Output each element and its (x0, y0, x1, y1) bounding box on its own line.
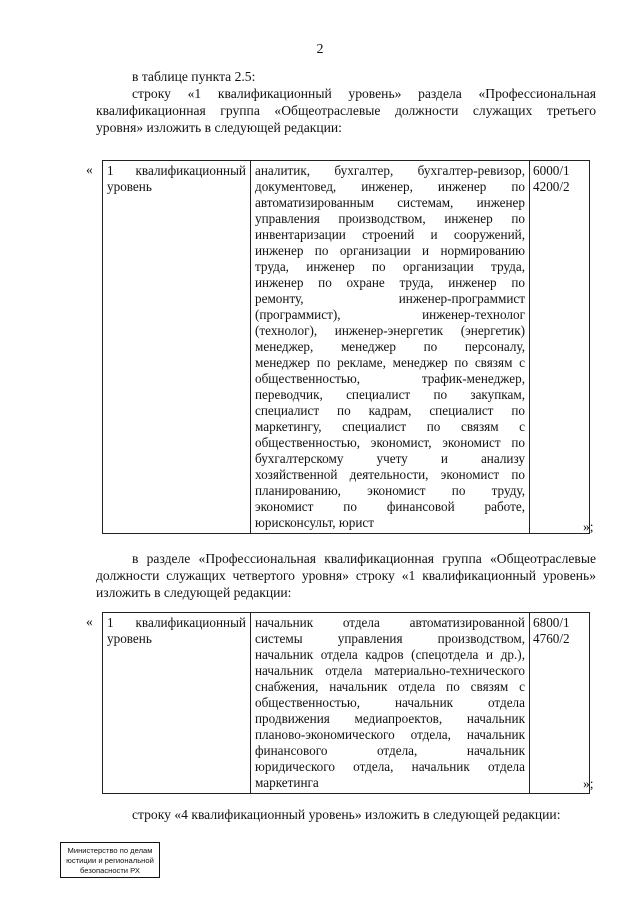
position-line: хозяйственной деятельности, экономист по (255, 467, 525, 482)
position-line: инженер по организации и нормированию (255, 243, 525, 258)
positions-cell (251, 161, 530, 534)
position-line: планово-экономического отдела, начальник (255, 727, 525, 742)
intro-line-4: уровня» изложить в следующей редакции: (96, 120, 342, 135)
salary-cell (530, 161, 590, 534)
position-line: менеджер, менеджер по персоналу, (255, 339, 525, 354)
position-line: юрисконсульт, юрист (255, 515, 375, 530)
position-line: ремонту, инженер-программист (255, 291, 525, 306)
page-number: 2 (316, 42, 324, 57)
stamp-line-3: безопасности РХ (80, 866, 140, 875)
position-line: начальник отдела материально-технического (255, 663, 525, 678)
position-line: (программист), инженер-технолог (255, 307, 525, 322)
position-line: маркетингу, специалист по связям с (255, 419, 525, 434)
position-line: общественностью, трафик-менеджер, (255, 371, 525, 386)
table2-open-quote: « (86, 614, 93, 629)
intro-line-3: квалификационная группа «Общеотраслевые должности служащих третьего (96, 103, 596, 118)
positions-cell (251, 613, 530, 794)
position-line: переводчик, специалист по закупкам, (255, 387, 525, 402)
qualification-level-cell (103, 161, 251, 534)
table1-close-quote: »; (583, 519, 594, 534)
position-line: труда, инженер по организации труда, (255, 259, 525, 274)
table-row (103, 613, 590, 794)
position-line: специалист по кадрам, специалист по (255, 403, 525, 418)
level-line-1: 1 квалификационный (107, 615, 246, 630)
position-line: инженер по охране труда, инженер по (255, 275, 525, 290)
position-line: маркетинга (255, 775, 319, 790)
qualification-level-cell (103, 613, 251, 794)
salary-line-1: 6800/1 (533, 615, 570, 630)
salary-line-1: 6000/1 (533, 163, 570, 178)
position-line: юридического отдела, начальник отдела (255, 759, 525, 774)
table2-close-quote: »; (583, 776, 594, 791)
table-1 (102, 160, 590, 534)
position-line: (технолог), инженер-энергетик (энергетик) (255, 323, 525, 338)
position-line: снабжения, начальник отдела по связям с (255, 679, 525, 694)
intro-line-2: строку «1 квалификационный уровень» раздела «Профессиональная (132, 86, 596, 101)
last-line: строку «4 квалификационный уровень» изложить в следующей редакции: (132, 807, 561, 822)
position-line: продвижения медиапроектов, начальник (255, 711, 525, 726)
position-line: инвентаризации строений и сооружений, (255, 227, 525, 242)
position-line: системы управления производством, (255, 631, 525, 646)
middle-line-2: должности служащих четвертого уровня» строку «1 квалификационный уровень» (96, 568, 596, 583)
table-row (103, 161, 590, 534)
table-2 (102, 612, 590, 794)
stamp-line-2: юстиции и региональной (66, 856, 154, 865)
salary-cell (530, 613, 590, 794)
position-line: начальник отдела кадров (спецотдела и др.), (255, 647, 525, 662)
salary-line-2: 4200/2 (533, 179, 570, 194)
position-line: менеджер по рекламе, менеджер по связям с (255, 355, 525, 370)
intro-line-1: в таблице пункта 2.5: (132, 69, 256, 84)
level-line-2: уровень (107, 179, 152, 194)
position-line: начальник отдела автоматизированной (255, 615, 525, 630)
table1-open-quote: « (86, 162, 93, 177)
position-line: бухгалтерскому учету и анализу (255, 451, 525, 466)
position-line: управления производством, инженер по (255, 211, 525, 226)
middle-line-3: изложить в следующей редакции: (96, 585, 292, 600)
position-line: документовед, инженер, инженер по (255, 179, 525, 194)
level-line-2: уровень (107, 631, 152, 646)
position-line: экономист по финансовой работе, (255, 499, 525, 514)
position-line: финансового отдела, начальник (255, 743, 525, 758)
position-line: общественностью, начальник отдела (255, 695, 525, 710)
ministry-stamp (60, 842, 160, 878)
level-line-1: 1 квалификационный (107, 163, 246, 178)
stamp-line-1: Министерство по делам (67, 846, 153, 855)
position-line: автоматизированным системам, инженер (255, 195, 525, 210)
position-line: планированию, экономист по труду, (255, 483, 525, 498)
position-line: аналитик, бухгалтер, бухгалтер-ревизор, (255, 163, 525, 178)
middle-line-1: в разделе «Профессиональная квалификационная группа «Общеотраслевые (132, 551, 596, 566)
salary-line-2: 4760/2 (533, 631, 570, 646)
position-line: общественностью, экономист, экономист по (255, 435, 525, 450)
